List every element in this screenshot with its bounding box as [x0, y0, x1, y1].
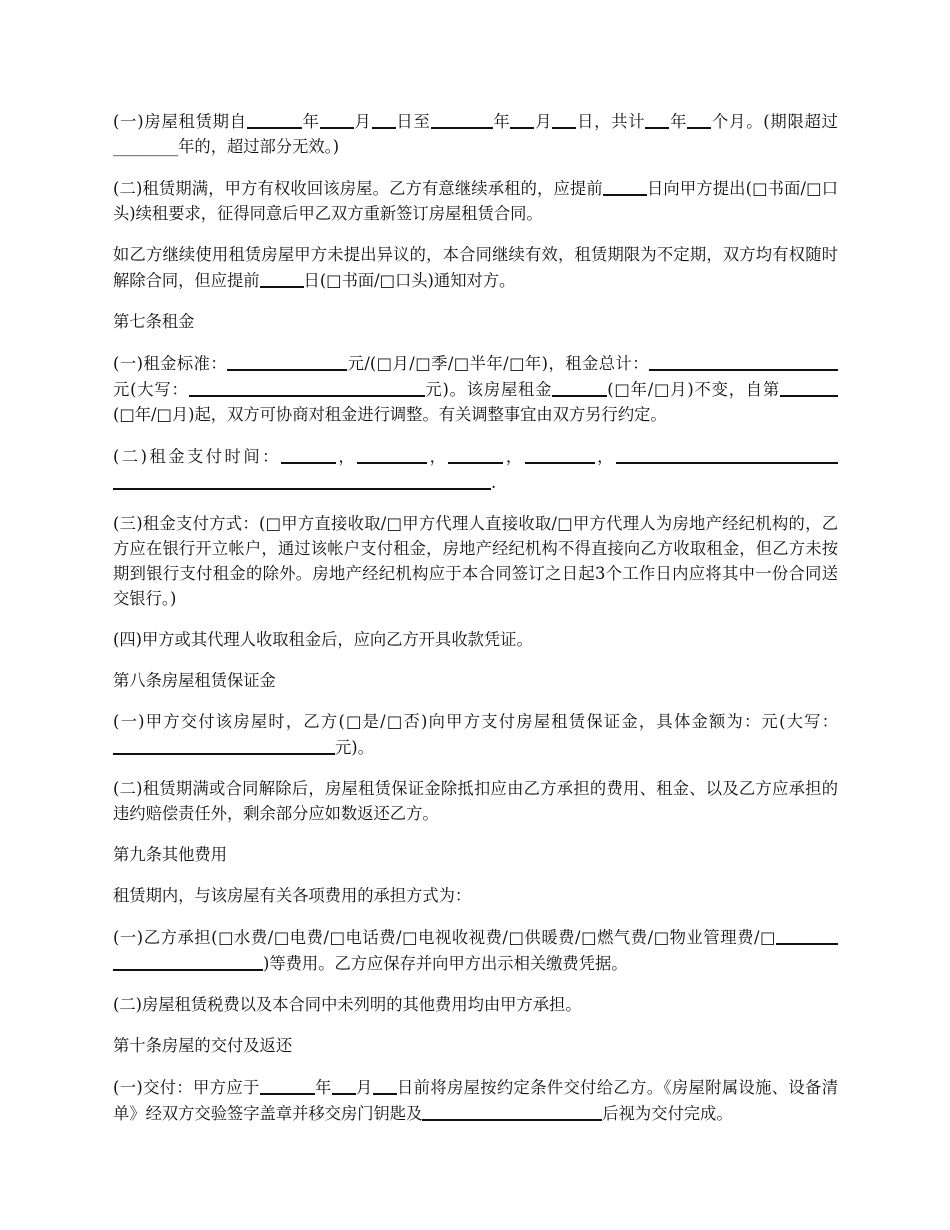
fill-blank[interactable] — [776, 926, 838, 945]
fill-blank[interactable] — [603, 177, 647, 196]
fill-blank[interactable] — [113, 736, 335, 755]
fill-blank[interactable] — [247, 110, 302, 129]
fill-blank[interactable] — [448, 445, 503, 464]
fill-blank[interactable] — [645, 110, 669, 129]
fill-blank[interactable] — [372, 110, 396, 129]
fill-blank[interactable] — [113, 471, 491, 490]
fill-blank[interactable] — [189, 378, 425, 397]
fill-blank[interactable] — [814, 378, 838, 397]
deposit-return-paragraph: (二)租赁期满或合同解除后，房屋租赁保证金除抵扣应由乙方承担的费用、租金、以及乙方应承担的违约赔偿责任外，剩余部分应如数返还乙方。 — [113, 779, 838, 823]
fees-intro-paragraph: 租赁期内，与该房屋有关各项费用的承担方式为： — [113, 886, 472, 905]
article-8-heading: 第八条房屋租赁保证金 — [113, 671, 276, 690]
fill-blank[interactable] — [113, 952, 263, 971]
taxes-paragraph: (二)房屋租赁税费以及本合同中未列明的其他费用均由甲方承担。 — [113, 995, 582, 1014]
fill-blank[interactable] — [320, 110, 354, 129]
rent-payment-method-paragraph: (三)租金支付方式：(□甲方直接收取/□甲方代理人直接收取/□甲方代理人为房地产经纪机构的，乙方应在银行开立帐户，通过该帐户支付租金，房地产经纪机构不得直接向乙方收取租金，但乙方未按期到银行支付租金的除外。房地产经纪机构应于本合同签订之日起3个工作日内应将其中一份合同送交银行。) — [113, 514, 838, 608]
fill-blank[interactable] — [422, 1102, 602, 1121]
fill-blank[interactable] — [510, 110, 534, 129]
fill-blank[interactable] — [649, 352, 824, 371]
deposit-paragraph: (一)甲方交付该房屋时，乙方(□是/□否)向甲方支付房屋租赁保证金，具体金额为：元(大写：元)。 — [113, 712, 838, 757]
tenant-fees-paragraph: (一)乙方承担(□水费/□电费/□电话费/□电视收视费/□供暖费/□燃气费/□物业管理费/□)等费用。乙方应保存并向甲方出示相关缴费凭据。 — [113, 924, 838, 976]
fill-blank[interactable] — [525, 445, 595, 464]
article-9-heading: 第九条其他费用 — [113, 845, 227, 864]
receipt-paragraph: (四)甲方或其代理人收取租金后，应向乙方开具收款凭证。 — [113, 630, 533, 649]
fill-blank[interactable] — [616, 445, 838, 464]
fill-blank[interactable] — [260, 1076, 315, 1095]
fill-blank[interactable] — [260, 269, 304, 288]
contract-page — [113, 108, 838, 1142]
fill-blank[interactable] — [227, 352, 347, 371]
fill-blank[interactable] — [332, 1076, 356, 1095]
lease-term-paragraph: (一)房屋租赁期自 年 月 日至 年 月 日，共计 年 个月。(期限超过________年的，超过部分无效。) — [113, 112, 838, 156]
fill-blank[interactable] — [552, 378, 607, 397]
article-10-heading: 第十条房屋的交付及返还 — [113, 1036, 293, 1055]
rent-standard-paragraph: (一)租金标准： 元/(□月/□季/□半年/□年)，租金总计：元(大写： 元)。该房屋租金 (□年/□月)不变，自第(□年/□月)起，双方可协商对租金进行调整。有关调整事宜由双方另行约定。 — [113, 350, 838, 427]
renewal-paragraph: (二)租赁期满，甲方有权收回该房屋。乙方有意继续承租的，应提前 日向甲方提出(□书面/□口头)续租要求，征得同意后甲乙双方重新签订房屋租赁合同。 — [113, 179, 838, 223]
fill-blank[interactable] — [357, 445, 427, 464]
fill-blank[interactable] — [281, 445, 336, 464]
fill-blank[interactable] — [780, 378, 814, 397]
fill-blank[interactable] — [687, 110, 711, 129]
fill-blank[interactable] — [373, 1076, 397, 1095]
article-7-heading: 第七条租金 — [113, 312, 195, 331]
rent-payment-time-paragraph: (二)租金支付时间： ， ， ， ，. — [113, 443, 838, 495]
fill-blank[interactable] — [431, 110, 493, 129]
indefinite-term-paragraph: 如乙方继续使用租赁房屋甲方未提出异议的，本合同继续有效，租赁期限为不定期，双方均有权随时解除合同，但应提前 日(□书面/□口头)通知对方。 — [113, 245, 838, 290]
handover-paragraph: (一)交付：甲方应于 年 月 日前将房屋按约定条件交付给乙方。《房屋附属设施、设备清单》经双方交验签字盖章并移交房门钥匙及 后视为交付完成。 — [113, 1078, 838, 1123]
fill-blank[interactable] — [824, 352, 838, 371]
fill-blank[interactable] — [552, 110, 576, 129]
